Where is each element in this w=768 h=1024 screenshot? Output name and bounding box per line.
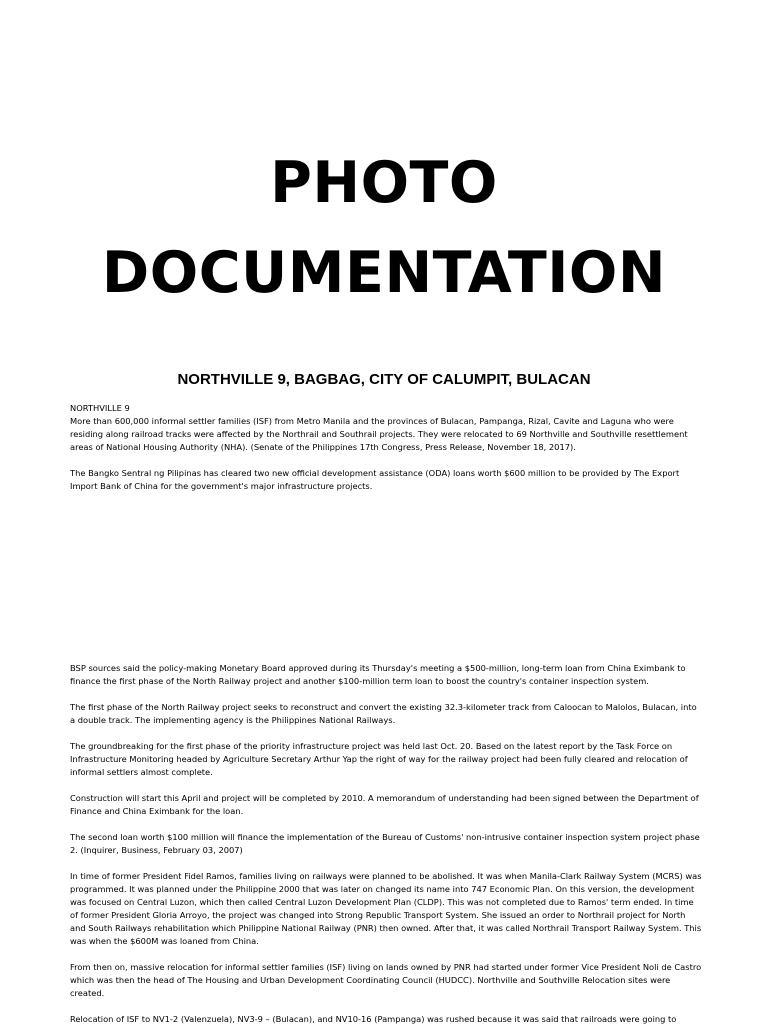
title-line-1: PHOTO bbox=[270, 150, 498, 216]
body-text-bottom bbox=[70, 662, 702, 1024]
paragraph bbox=[70, 402, 702, 454]
paragraph: The Bangko Sentral ng Pilipinas has cleared two new official development assistance (ODA) loans worth $600 million to be provided by The Export Import Bank of China for the government's major infrastructure projects. bbox=[70, 468, 680, 491]
paragraph: Relocation of ISF to NV1-2 (Valenzuela), NV3-9 – (Bulacan), and NV10-16 (Pampanga) was rushed because it was said that railroads were going to bbox=[70, 1014, 677, 1024]
paragraph: The first phase of the North Railway project seeks to reconstruct and convert the existing 32.3-kilometer track from Caloocan to Malolos, Bulacan, into a double track. The implementing agency is the Philippines National Railways. bbox=[70, 702, 697, 725]
title-line-2: DOCUMENTATION bbox=[101, 240, 667, 306]
paragraph: The groundbreaking for the first phase of the priority infrastructure project was held last Oct. 20. Based on the latest report by the Task Force on Infrastructure Monitoring headed by Agriculture Secretary Arthur Yap the right of way for the railway project had been fully cleared and relocation of informal settlers almost complete. bbox=[70, 741, 688, 777]
subtitle-location: NORTHVILLE 9, BAGBAG, CITY OF CALUMPIT, BULACAN bbox=[177, 371, 591, 388]
paragraph: In time of former President Fidel Ramos, families living on railways were planned to be abolished. It was when Manila-Clark Railway System (MCRS) was programmed. It was planned under the Philippine 2000 that was later on changed its name into 747 Economic Plan. On this version, the development was focused on Central Luzon, which then called Central Luzon Development Plan (CLDP). This was not completed due to Ramos' term ended. In time of former President Gloria Arroyo, the project was changed into Strong Republic Transport System. She issued an order to Northrail project for North and South Railways rehabilitation which Philippine National Railway (PNR) then owned. After that, it was called Northrail Transport Railway System. This was when the $600M was loaned from China. bbox=[70, 871, 702, 946]
paragraph: Construction will start this April and project will be completed by 2010. A memorandum of understanding had been signed between the Department of Finance and China Eximbank for the loan. bbox=[70, 793, 699, 816]
paragraph: The second loan worth $100 million will finance the implementation of the Bureau of Customs' non-intrusive container inspection system project phase 2. (Inquirer, Business, February 03, 2007) bbox=[70, 832, 700, 855]
body-text-top bbox=[70, 402, 702, 506]
paragraph: From then on, massive relocation for informal settler families (ISF) living on lands owned by PNR had started under former Vice President Noli de Castro which was then the head of The Housing and Urban Development Coordinating Council (HUDCC). Northville and Southville Relocation sites were created. bbox=[70, 962, 702, 998]
paragraph: BSP sources said the policy-making Monetary Board approved during its Thursday's meeting a $500-million, long-term loan from China Eximbank to finance the first phase of the North Railway project and another $100-million term loan to boost the country's container inspection system. bbox=[70, 663, 686, 686]
section-label: NORTHVILLE 9 bbox=[70, 403, 130, 413]
paragraph-text: More than 600,000 informal settler families (ISF) from Metro Manila and the provinces of Bulacan, Pampanga, Rizal, Cavite and Laguna who were residing along railroad tracks were affected by the Northrail and Southrail projects. They were relocated to 69 Northville and Southville resettlement areas of National Housing Authority (NHA). (Senate of the Philippines 17th Congress, Press Release, November 18, 2017). bbox=[70, 416, 688, 452]
